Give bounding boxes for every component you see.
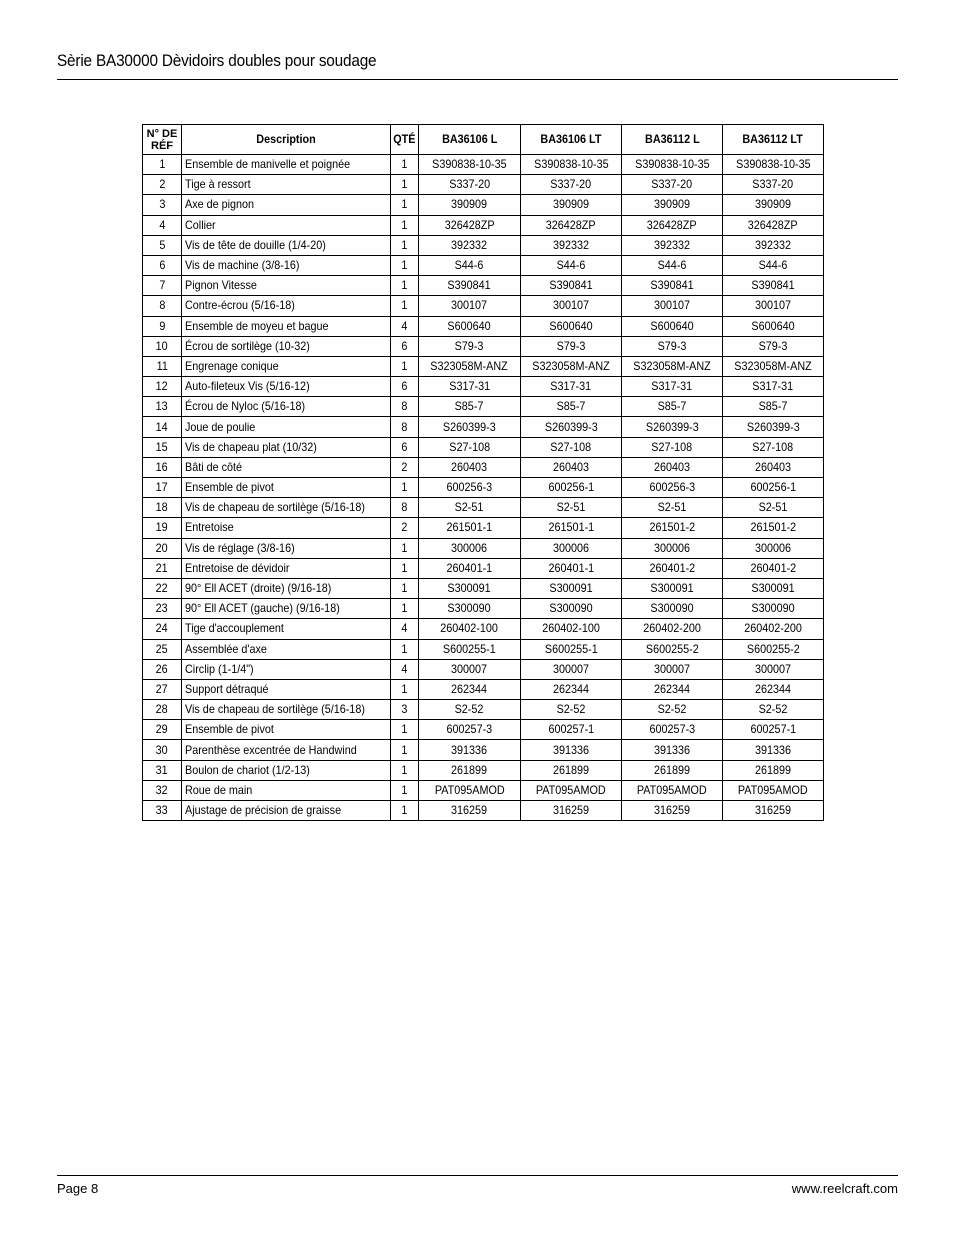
model-2-cell: S44-6 bbox=[521, 255, 622, 275]
qty-cell: 8 bbox=[391, 498, 419, 518]
model-2-cell: S390838-10-35 bbox=[521, 155, 622, 175]
model-1-cell: 260402-100 bbox=[419, 619, 521, 639]
qty-cell: 1 bbox=[391, 276, 419, 296]
ref-cell: 29 bbox=[143, 720, 182, 740]
model-2-cell: 261501-1 bbox=[521, 518, 622, 538]
description-cell: Vis de réglage (3/8-16) bbox=[182, 538, 391, 558]
ref-cell: 22 bbox=[143, 578, 182, 598]
model-4-cell: 392332 bbox=[723, 235, 824, 255]
model-2-cell: S300090 bbox=[521, 599, 622, 619]
website-url: www.reelcraft.com bbox=[791, 1181, 898, 1196]
ref-cell: 18 bbox=[143, 498, 182, 518]
qty-cell: 1 bbox=[391, 578, 419, 598]
model-4-cell: 300107 bbox=[723, 296, 824, 316]
table-row bbox=[143, 417, 824, 437]
model-4-cell: PAT095AMOD bbox=[723, 780, 824, 800]
model-3-cell: S390838-10-35 bbox=[622, 155, 723, 175]
table-row bbox=[143, 659, 824, 679]
model-2-cell: S79-3 bbox=[521, 336, 622, 356]
header-ref-line2: RÉF bbox=[151, 139, 173, 152]
model-1-cell: S300090 bbox=[419, 599, 521, 619]
table-row bbox=[143, 558, 824, 578]
description-cell: Vis de chapeau de sortilège (5/16-18) bbox=[182, 498, 391, 518]
table-row bbox=[143, 720, 824, 740]
ref-cell: 31 bbox=[143, 760, 182, 780]
model-3-cell: 390909 bbox=[622, 195, 723, 215]
ref-cell: 16 bbox=[143, 457, 182, 477]
model-3-cell: S600255-2 bbox=[622, 639, 723, 659]
model-1-cell: S600255-1 bbox=[419, 639, 521, 659]
ref-cell: 10 bbox=[143, 336, 182, 356]
model-2-cell: 600256-1 bbox=[521, 478, 622, 498]
qty-cell: 1 bbox=[391, 215, 419, 235]
description-cell: Ensemble de manivelle et poignée bbox=[182, 155, 391, 175]
model-4-cell: S317-31 bbox=[723, 377, 824, 397]
ref-cell: 30 bbox=[143, 740, 182, 760]
table-row bbox=[143, 296, 824, 316]
ref-cell: 9 bbox=[143, 316, 182, 336]
qty-cell: 2 bbox=[391, 518, 419, 538]
description-cell: Pignon Vitesse bbox=[182, 276, 391, 296]
qty-cell: 1 bbox=[391, 720, 419, 740]
model-2-cell: S260399-3 bbox=[521, 417, 622, 437]
model-4-cell: 261899 bbox=[723, 760, 824, 780]
ref-cell: 19 bbox=[143, 518, 182, 538]
model-4-cell: 391336 bbox=[723, 740, 824, 760]
model-4-cell: 300006 bbox=[723, 538, 824, 558]
description-cell: Circlip (1-1/4") bbox=[182, 659, 391, 679]
table-row bbox=[143, 780, 824, 800]
qty-cell: 1 bbox=[391, 155, 419, 175]
qty-cell: 1 bbox=[391, 760, 419, 780]
model-2-cell: 300007 bbox=[521, 659, 622, 679]
model-3-cell: 326428ZP bbox=[622, 215, 723, 235]
qty-cell: 1 bbox=[391, 740, 419, 760]
ref-cell: 23 bbox=[143, 599, 182, 619]
page-footer bbox=[57, 1175, 898, 1196]
table-row bbox=[143, 235, 824, 255]
description-cell: Assemblée d'axe bbox=[182, 639, 391, 659]
model-4-cell: S2-51 bbox=[723, 498, 824, 518]
description-cell: Ajustage de précision de graisse bbox=[182, 801, 391, 821]
description-cell: Axe de pignon bbox=[182, 195, 391, 215]
ref-cell: 21 bbox=[143, 558, 182, 578]
ref-cell: 32 bbox=[143, 780, 182, 800]
model-4-cell: S323058M-ANZ bbox=[723, 356, 824, 376]
model-2-cell: 390909 bbox=[521, 195, 622, 215]
model-1-cell: S44-6 bbox=[419, 255, 521, 275]
ref-cell: 17 bbox=[143, 478, 182, 498]
model-1-cell: 300107 bbox=[419, 296, 521, 316]
qty-cell: 1 bbox=[391, 356, 419, 376]
description-cell: Bâti de côté bbox=[182, 457, 391, 477]
qty-cell: 4 bbox=[391, 659, 419, 679]
model-3-cell: S317-31 bbox=[622, 377, 723, 397]
model-4-cell: S390838-10-35 bbox=[723, 155, 824, 175]
table-row bbox=[143, 679, 824, 699]
description-cell: Vis de machine (3/8-16) bbox=[182, 255, 391, 275]
model-4-cell: S44-6 bbox=[723, 255, 824, 275]
description-cell: Contre-écrou (5/16-18) bbox=[182, 296, 391, 316]
model-4-cell: S260399-3 bbox=[723, 417, 824, 437]
table-row bbox=[143, 599, 824, 619]
model-3-cell: 392332 bbox=[622, 235, 723, 255]
qty-cell: 6 bbox=[391, 377, 419, 397]
model-1-cell: S260399-3 bbox=[419, 417, 521, 437]
description-cell: Vis de chapeau plat (10/32) bbox=[182, 437, 391, 457]
ref-cell: 4 bbox=[143, 215, 182, 235]
table-row bbox=[143, 498, 824, 518]
ref-cell: 27 bbox=[143, 679, 182, 699]
qty-cell: 1 bbox=[391, 801, 419, 821]
table-body bbox=[143, 155, 824, 821]
model-2-cell: 316259 bbox=[521, 801, 622, 821]
ref-cell: 20 bbox=[143, 538, 182, 558]
ref-cell: 1 bbox=[143, 155, 182, 175]
table-header bbox=[143, 125, 824, 155]
model-4-cell: 300007 bbox=[723, 659, 824, 679]
model-1-cell: S390838-10-35 bbox=[419, 155, 521, 175]
model-3-cell: S2-51 bbox=[622, 498, 723, 518]
description-cell: Ensemble de pivot bbox=[182, 478, 391, 498]
qty-cell: 4 bbox=[391, 619, 419, 639]
model-2-cell: 391336 bbox=[521, 740, 622, 760]
model-3-cell: S600640 bbox=[622, 316, 723, 336]
model-2-cell: 600257-1 bbox=[521, 720, 622, 740]
qty-cell: 1 bbox=[391, 558, 419, 578]
model-4-cell: S300091 bbox=[723, 578, 824, 598]
model-3-cell: S260399-3 bbox=[622, 417, 723, 437]
table-row bbox=[143, 276, 824, 296]
model-3-cell: 300007 bbox=[622, 659, 723, 679]
table-row bbox=[143, 478, 824, 498]
model-1-cell: S317-31 bbox=[419, 377, 521, 397]
description-cell: Vis de tête de douille (1/4-20) bbox=[182, 235, 391, 255]
ref-cell: 2 bbox=[143, 175, 182, 195]
model-4-cell: S2-52 bbox=[723, 700, 824, 720]
table-row bbox=[143, 316, 824, 336]
ref-cell: 28 bbox=[143, 700, 182, 720]
ref-cell: 26 bbox=[143, 659, 182, 679]
description-cell: Boulon de chariot (1/2-13) bbox=[182, 760, 391, 780]
header-description: Description bbox=[182, 125, 391, 155]
qty-cell: 6 bbox=[391, 437, 419, 457]
description-cell: Ensemble de pivot bbox=[182, 720, 391, 740]
model-2-cell: 260401-1 bbox=[521, 558, 622, 578]
model-3-cell: 261501-2 bbox=[622, 518, 723, 538]
model-1-cell: 600256-3 bbox=[419, 478, 521, 498]
header-model-2: BA36106 LT bbox=[521, 125, 622, 155]
page-header bbox=[57, 52, 898, 80]
ref-cell: 7 bbox=[143, 276, 182, 296]
qty-cell: 3 bbox=[391, 700, 419, 720]
model-1-cell: 300007 bbox=[419, 659, 521, 679]
description-cell: Collier bbox=[182, 215, 391, 235]
table-row bbox=[143, 336, 824, 356]
model-1-cell: S323058M-ANZ bbox=[419, 356, 521, 376]
ref-cell: 24 bbox=[143, 619, 182, 639]
model-1-cell: S27-108 bbox=[419, 437, 521, 457]
qty-cell: 8 bbox=[391, 397, 419, 417]
model-1-cell: 300006 bbox=[419, 538, 521, 558]
model-2-cell: 392332 bbox=[521, 235, 622, 255]
description-cell: Tige à ressort bbox=[182, 175, 391, 195]
table-row bbox=[143, 356, 824, 376]
model-1-cell: 261899 bbox=[419, 760, 521, 780]
model-3-cell: 262344 bbox=[622, 679, 723, 699]
model-2-cell: PAT095AMOD bbox=[521, 780, 622, 800]
ref-cell: 15 bbox=[143, 437, 182, 457]
qty-cell: 2 bbox=[391, 457, 419, 477]
model-2-cell: S337-20 bbox=[521, 175, 622, 195]
model-3-cell: S2-52 bbox=[622, 700, 723, 720]
model-1-cell: S2-52 bbox=[419, 700, 521, 720]
description-cell: Auto-fileteux Vis (5/16-12) bbox=[182, 377, 391, 397]
model-3-cell: PAT095AMOD bbox=[622, 780, 723, 800]
qty-cell: 8 bbox=[391, 417, 419, 437]
qty-cell: 1 bbox=[391, 478, 419, 498]
page-title: Sèrie BA30000 Dèvidoirs doubles pour soudage bbox=[57, 52, 377, 70]
model-3-cell: S300090 bbox=[622, 599, 723, 619]
model-1-cell: 390909 bbox=[419, 195, 521, 215]
header-model-3: BA36112 L bbox=[622, 125, 723, 155]
model-3-cell: 261899 bbox=[622, 760, 723, 780]
model-1-cell: S390841 bbox=[419, 276, 521, 296]
model-1-cell: 260401-1 bbox=[419, 558, 521, 578]
description-cell: Entretoise de dévidoir bbox=[182, 558, 391, 578]
ref-cell: 8 bbox=[143, 296, 182, 316]
table-row bbox=[143, 437, 824, 457]
qty-cell: 1 bbox=[391, 195, 419, 215]
model-4-cell: S27-108 bbox=[723, 437, 824, 457]
model-2-cell: S317-31 bbox=[521, 377, 622, 397]
table-row bbox=[143, 397, 824, 417]
model-3-cell: 260403 bbox=[622, 457, 723, 477]
description-cell: Ensemble de moyeu et bague bbox=[182, 316, 391, 336]
model-1-cell: 260403 bbox=[419, 457, 521, 477]
table-row bbox=[143, 255, 824, 275]
model-1-cell: 600257-3 bbox=[419, 720, 521, 740]
qty-cell: 1 bbox=[391, 679, 419, 699]
table-row bbox=[143, 760, 824, 780]
table-row bbox=[143, 175, 824, 195]
model-4-cell: 261501-2 bbox=[723, 518, 824, 538]
header-model-4: BA36112 LT bbox=[723, 125, 824, 155]
model-2-cell: S2-52 bbox=[521, 700, 622, 720]
model-4-cell: S390841 bbox=[723, 276, 824, 296]
model-4-cell: 316259 bbox=[723, 801, 824, 821]
model-4-cell: 326428ZP bbox=[723, 215, 824, 235]
model-2-cell: 260403 bbox=[521, 457, 622, 477]
qty-cell: 4 bbox=[391, 316, 419, 336]
table-row bbox=[143, 639, 824, 659]
model-3-cell: S44-6 bbox=[622, 255, 723, 275]
model-1-cell: S600640 bbox=[419, 316, 521, 336]
model-2-cell: 261899 bbox=[521, 760, 622, 780]
model-2-cell: S390841 bbox=[521, 276, 622, 296]
table-row bbox=[143, 215, 824, 235]
model-3-cell: S85-7 bbox=[622, 397, 723, 417]
ref-cell: 5 bbox=[143, 235, 182, 255]
model-1-cell: S2-51 bbox=[419, 498, 521, 518]
model-2-cell: 300107 bbox=[521, 296, 622, 316]
model-3-cell: 316259 bbox=[622, 801, 723, 821]
description-cell: Écrou de sortilège (10-32) bbox=[182, 336, 391, 356]
description-cell: 90° Ell ACET (gauche) (9/16-18) bbox=[182, 599, 391, 619]
model-4-cell: 600257-1 bbox=[723, 720, 824, 740]
model-1-cell: 316259 bbox=[419, 801, 521, 821]
table-row bbox=[143, 578, 824, 598]
model-4-cell: S600640 bbox=[723, 316, 824, 336]
model-4-cell: 260401-2 bbox=[723, 558, 824, 578]
model-4-cell: S79-3 bbox=[723, 336, 824, 356]
model-4-cell: S300090 bbox=[723, 599, 824, 619]
table-row bbox=[143, 155, 824, 175]
model-1-cell: S79-3 bbox=[419, 336, 521, 356]
model-4-cell: 390909 bbox=[723, 195, 824, 215]
ref-cell: 13 bbox=[143, 397, 182, 417]
description-cell: Écrou de Nyloc (5/16-18) bbox=[182, 397, 391, 417]
parts-table bbox=[142, 124, 824, 821]
description-cell: Support détraqué bbox=[182, 679, 391, 699]
description-cell: Parenthèse excentrée de Handwind bbox=[182, 740, 391, 760]
model-4-cell: 260403 bbox=[723, 457, 824, 477]
table-row bbox=[143, 195, 824, 215]
qty-cell: 1 bbox=[391, 538, 419, 558]
description-cell: Roue de main bbox=[182, 780, 391, 800]
qty-cell: 1 bbox=[391, 780, 419, 800]
model-1-cell: 262344 bbox=[419, 679, 521, 699]
model-3-cell: 600257-3 bbox=[622, 720, 723, 740]
model-2-cell: S323058M-ANZ bbox=[521, 356, 622, 376]
model-3-cell: S390841 bbox=[622, 276, 723, 296]
model-1-cell: 326428ZP bbox=[419, 215, 521, 235]
model-3-cell: S337-20 bbox=[622, 175, 723, 195]
model-3-cell: 260402-200 bbox=[622, 619, 723, 639]
model-1-cell: S300091 bbox=[419, 578, 521, 598]
header-qty: QTÉ bbox=[391, 125, 419, 155]
qty-cell: 1 bbox=[391, 599, 419, 619]
model-1-cell: PAT095AMOD bbox=[419, 780, 521, 800]
header-ref-line1: N° DE bbox=[146, 127, 178, 140]
model-2-cell: S600640 bbox=[521, 316, 622, 336]
model-3-cell: 391336 bbox=[622, 740, 723, 760]
model-4-cell: 262344 bbox=[723, 679, 824, 699]
qty-cell: 1 bbox=[391, 639, 419, 659]
model-2-cell: S85-7 bbox=[521, 397, 622, 417]
table-row bbox=[143, 619, 824, 639]
model-4-cell: 600256-1 bbox=[723, 478, 824, 498]
description-cell: 90° Ell ACET (droite) (9/16-18) bbox=[182, 578, 391, 598]
model-3-cell: S79-3 bbox=[622, 336, 723, 356]
ref-cell: 25 bbox=[143, 639, 182, 659]
table-row bbox=[143, 457, 824, 477]
model-2-cell: 326428ZP bbox=[521, 215, 622, 235]
model-3-cell: S323058M-ANZ bbox=[622, 356, 723, 376]
ref-cell: 11 bbox=[143, 356, 182, 376]
model-2-cell: S300091 bbox=[521, 578, 622, 598]
ref-cell: 3 bbox=[143, 195, 182, 215]
model-3-cell: 600256-3 bbox=[622, 478, 723, 498]
model-3-cell: S300091 bbox=[622, 578, 723, 598]
model-2-cell: 300006 bbox=[521, 538, 622, 558]
description-cell: Vis de chapeau de sortilège (5/16-18) bbox=[182, 700, 391, 720]
model-2-cell: 262344 bbox=[521, 679, 622, 699]
model-2-cell: S27-108 bbox=[521, 437, 622, 457]
model-2-cell: S600255-1 bbox=[521, 639, 622, 659]
model-1-cell: S85-7 bbox=[419, 397, 521, 417]
table-row bbox=[143, 518, 824, 538]
qty-cell: 1 bbox=[391, 255, 419, 275]
table-row bbox=[143, 801, 824, 821]
ref-cell: 14 bbox=[143, 417, 182, 437]
model-1-cell: S337-20 bbox=[419, 175, 521, 195]
table-row bbox=[143, 740, 824, 760]
description-cell: Entretoise bbox=[182, 518, 391, 538]
qty-cell: 1 bbox=[391, 296, 419, 316]
table-row bbox=[143, 377, 824, 397]
table-row bbox=[143, 538, 824, 558]
qty-cell: 1 bbox=[391, 175, 419, 195]
qty-cell: 1 bbox=[391, 235, 419, 255]
model-3-cell: 300006 bbox=[622, 538, 723, 558]
page-number: Page 8 bbox=[57, 1181, 99, 1196]
ref-cell: 33 bbox=[143, 801, 182, 821]
table-row bbox=[143, 700, 824, 720]
model-4-cell: S85-7 bbox=[723, 397, 824, 417]
model-1-cell: 391336 bbox=[419, 740, 521, 760]
description-cell: Engrenage conique bbox=[182, 356, 391, 376]
description-cell: Joue de poulie bbox=[182, 417, 391, 437]
ref-cell: 12 bbox=[143, 377, 182, 397]
model-4-cell: S600255-2 bbox=[723, 639, 824, 659]
model-1-cell: 392332 bbox=[419, 235, 521, 255]
model-3-cell: 260401-2 bbox=[622, 558, 723, 578]
header-ref bbox=[143, 125, 182, 155]
qty-cell: 6 bbox=[391, 336, 419, 356]
model-2-cell: S2-51 bbox=[521, 498, 622, 518]
model-1-cell: 261501-1 bbox=[419, 518, 521, 538]
model-3-cell: S27-108 bbox=[622, 437, 723, 457]
table-header-row bbox=[143, 125, 824, 155]
header-model-1: BA36106 L bbox=[419, 125, 521, 155]
model-4-cell: S337-20 bbox=[723, 175, 824, 195]
model-4-cell: 260402-200 bbox=[723, 619, 824, 639]
ref-cell: 6 bbox=[143, 255, 182, 275]
model-2-cell: 260402-100 bbox=[521, 619, 622, 639]
model-3-cell: 300107 bbox=[622, 296, 723, 316]
description-cell: Tige d'accouplement bbox=[182, 619, 391, 639]
